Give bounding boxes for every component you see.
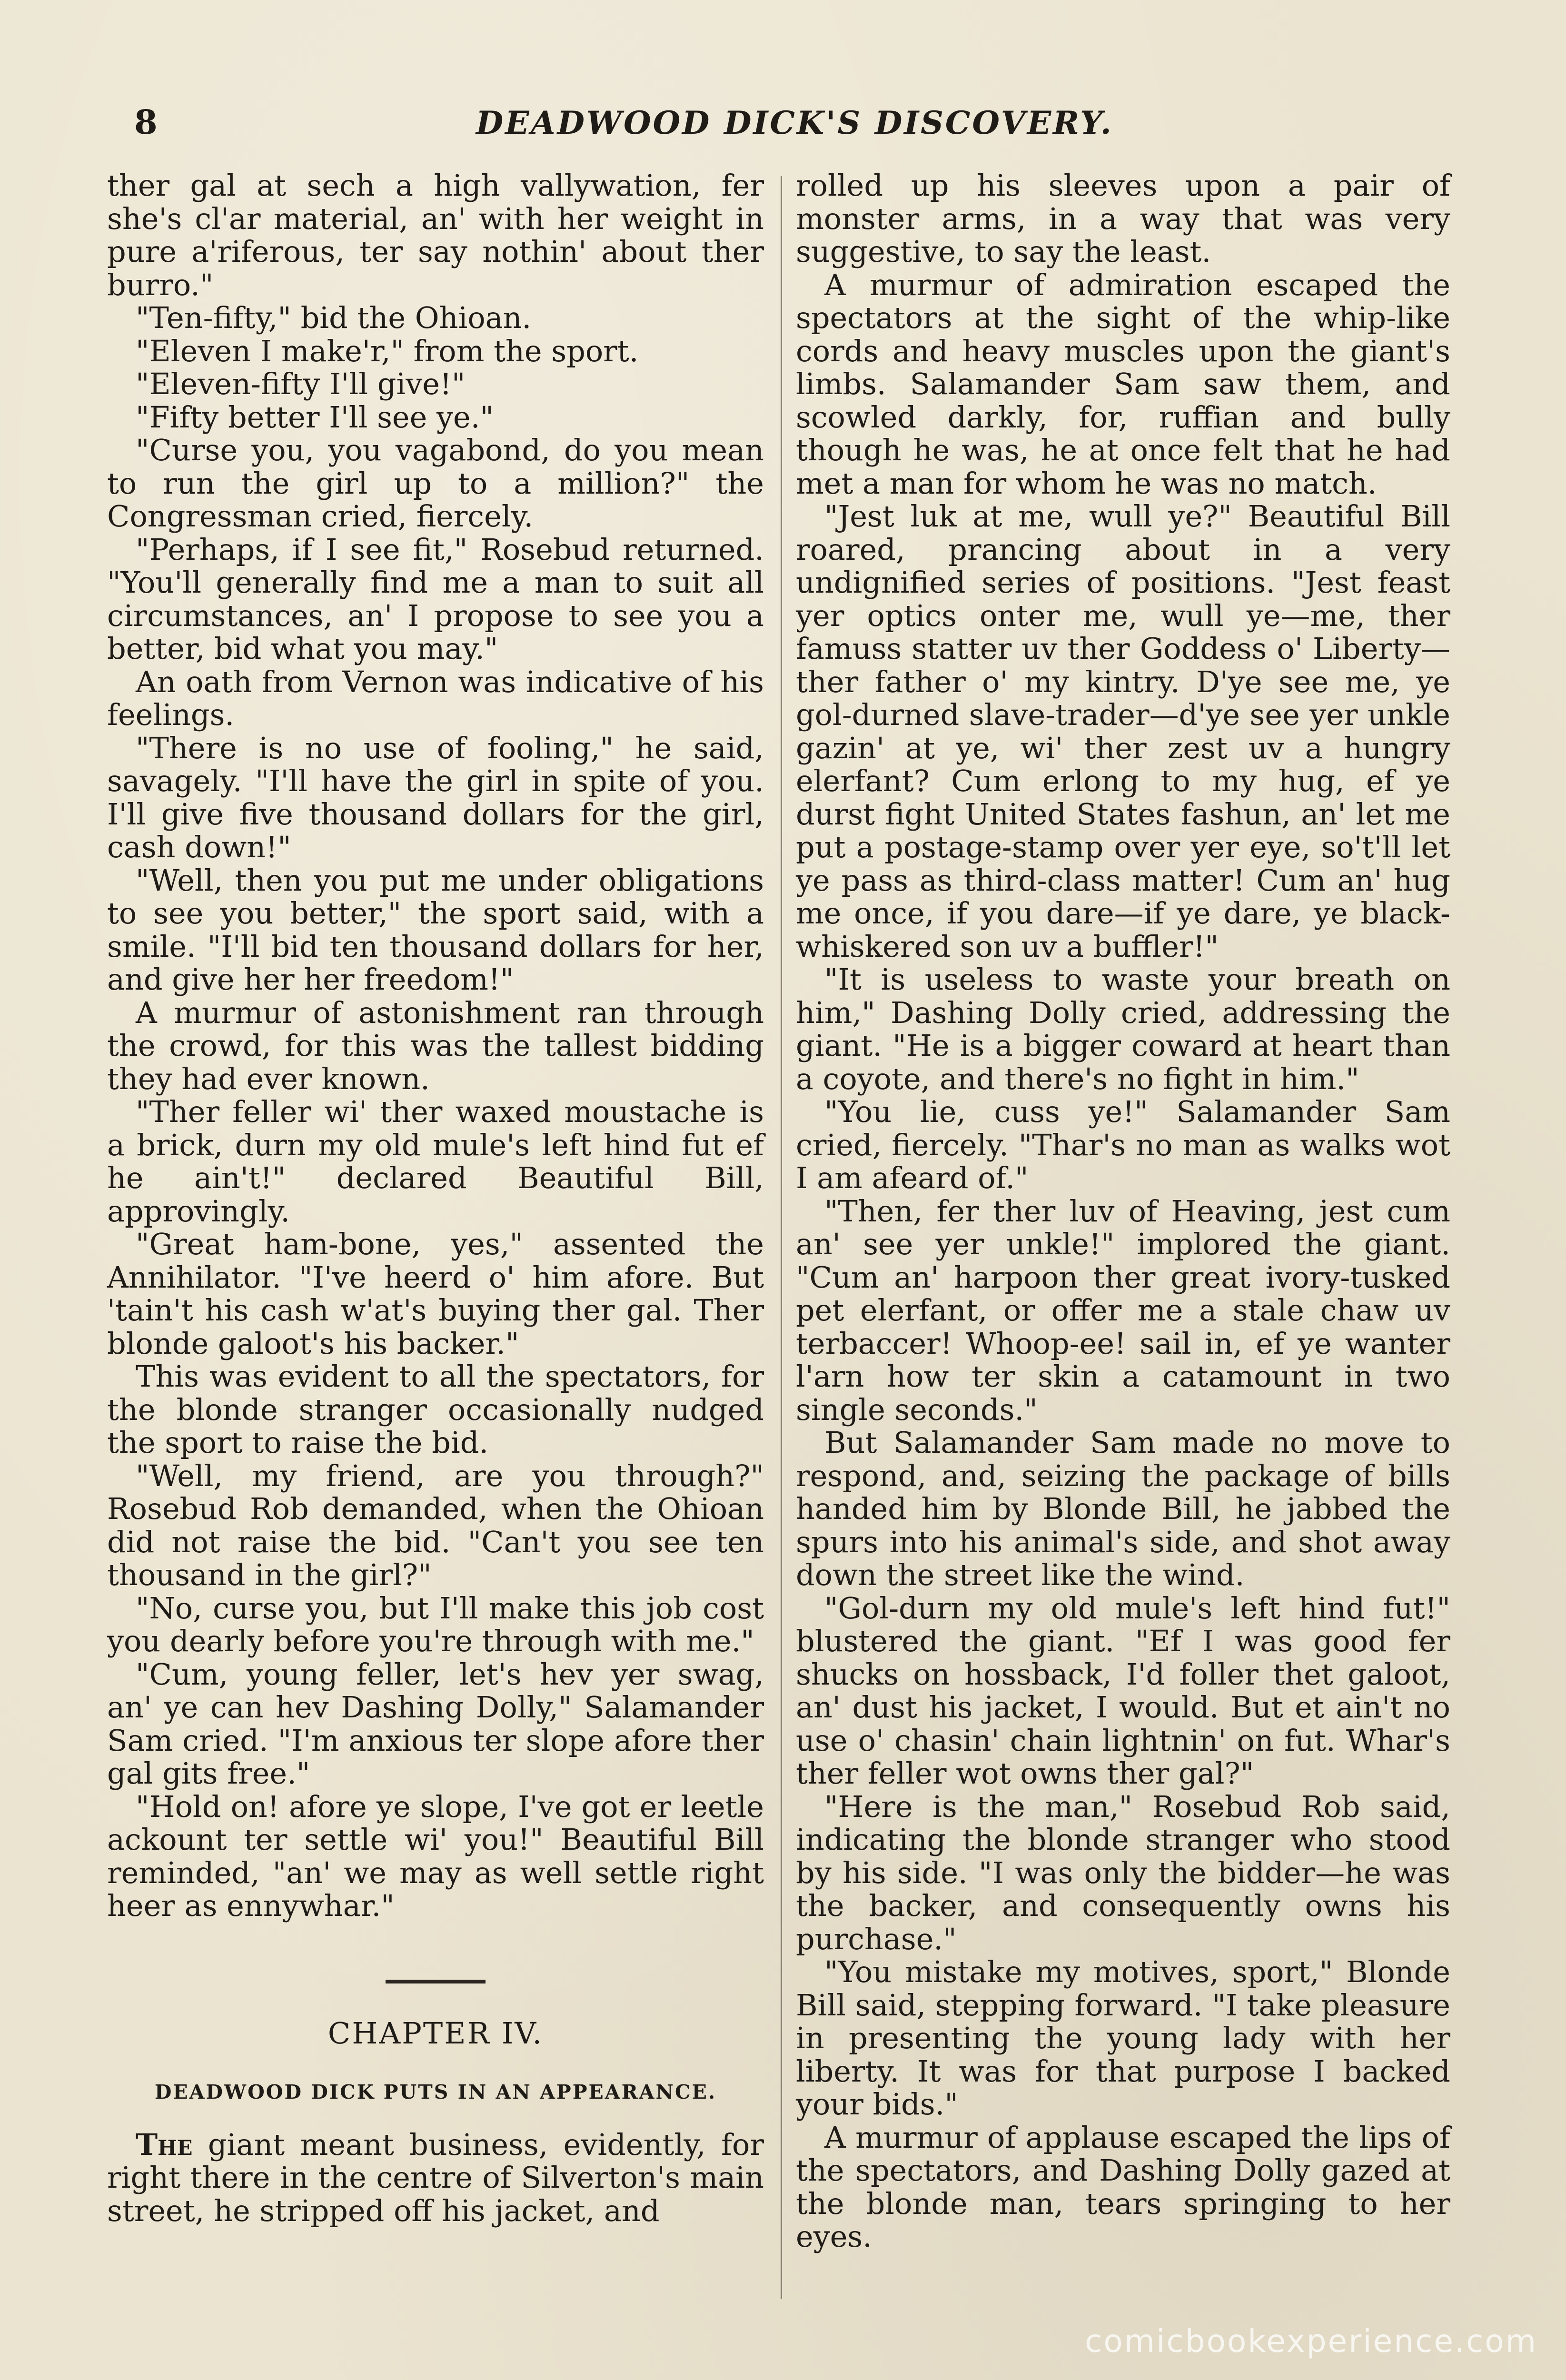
paragraph: "Fifty better I'll see ye." bbox=[136, 399, 494, 435]
paragraph: "Well, my friend, are you through?" Rosebud Rob demanded, when the Ohioan did not raise the bid. "Can't you see ten thousand in the girl?" bbox=[107, 1458, 764, 1592]
paragraph: A murmur of astonishment ran through the crowd, for this was the tallest bidding they had ever known. bbox=[107, 995, 764, 1096]
paragraph: "It is useless to waste your breath on him," Dashing Dolly cried, addressing the giant. "He is a bigger coward at heart than a coyote, and there's no fight in him." bbox=[796, 962, 1450, 1096]
paragraph: "Here is the man," Rosebud Rob said, indicating the blonde stranger who stood by his side. "I was only the bidder—he was the backer, and consequently owns his purchase." bbox=[796, 1789, 1450, 1956]
paragraph: An oath from Vernon was indicative of his feelings. bbox=[107, 664, 764, 732]
watermark: comicbookexperience.com bbox=[1085, 2323, 1537, 2360]
paragraph: "Jest luk at me, wull ye?" Beautiful Bill roared, prancing about in a very undignified series of positions. "Jest feast yer optics onter me, wull ye—me, ther famuss statter uv ther Goddess o' Liberty—ther father o' my kintry. D'ye see me, ye gol-durned slave-trader—d'ye see yer unkle gazin' at ye, wi' ther zest uv a hungry elerfant? Cum erlong to my hug, ef ye durst fight United States fashun, an' let me put a postage-stamp over yer eye, so't'll let ye pass as third-class matter! Cum an' hug me once, if you dare—if ye dare, ye black-whiskered son uv a buffler!" bbox=[796, 499, 1450, 964]
column-divider bbox=[781, 176, 782, 2299]
paragraph: "Then, fer ther luv of Heaving, jest cum an' see yer unkle!" implored the giant. "Cum an' harpoon ther great ivory-tusked pet elerfant, or offer me a stale chaw uv terbaccer! Whoop-ee! sail in, ef ye wanter l'arn how ter skin a catamount in two single seconds." bbox=[796, 1193, 1450, 1427]
chapter-lead-word: The bbox=[136, 2127, 193, 2162]
paragraph: But Salamander Sam made no move to respond, and, seizing the package of bills handed him by Blonde Bill, he jabbed the spurs into his animal's side, and shot away down the street like the wind. bbox=[796, 1425, 1450, 1592]
paragraph: "Ten-fifty," bid the Ohioan. bbox=[136, 300, 532, 335]
paragraph: "Cum, young feller, let's hev yer swag, an' ye can hev Dashing Dolly," Salamander Sam cried. "I'm anxious ter slope afore ther gal gits free." bbox=[107, 1656, 764, 1791]
paragraph bbox=[107, 2128, 764, 2228]
paragraph-text: giant meant business, evidently, for right there in the centre of Silverton's main street, he stripped off his jacket, and bbox=[107, 2127, 764, 2228]
page-number: 8 bbox=[134, 102, 158, 142]
paragraph: "Hold on! afore ye slope, I've got er leetle ackount ter settle wi' you!" Beautiful Bill reminded, "an' we may as well settle right heer as ennywhar." bbox=[107, 1789, 764, 1923]
paragraph: "You lie, cuss ye!" Salamander Sam cried, fiercely. "Thar's no man as walks wot I am afeard of." bbox=[796, 1094, 1450, 1195]
paragraph: "Eleven I make'r," from the sport. bbox=[136, 333, 639, 368]
right-column bbox=[796, 169, 1450, 2253]
chapter-divider-rule bbox=[386, 1980, 486, 1983]
paragraph: "No, curse you, but I'll make this job cost you dearly before you're through with me." bbox=[107, 1590, 764, 1658]
paragraph: "Perhaps, if I see fit," Rosebud returned. "You'll generally find me a man to suit all circumstances, an' I propose to see you a better, bid what you may." bbox=[107, 532, 764, 666]
paragraph: ther gal at sech a high vallywation, fer she's cl'ar material, an' with her weight in pure a'riferous, ter say nothin' about ther burro." bbox=[107, 168, 764, 302]
paragraph: "There is no use of fooling," he said, savagely. "I'll have the girl in spite of you. I'll give five thousand dollars for the girl, cash down!" bbox=[107, 730, 764, 864]
paragraph: This was evident to all the spectators, for the blonde stranger occasionally nudged the sport to raise the bid. bbox=[107, 1359, 764, 1460]
left-column bbox=[107, 169, 764, 2227]
paragraph: "Gol-durn my old mule's left hind fut!" blustered the giant. "Ef I was good fer shucks on hossback, I'd foller thet galoot, an' dust his jacket, I would. But et ain't no use o' chasin' chain lightnin' on fut. Whar's ther feller wot owns ther gal?" bbox=[796, 1590, 1450, 1791]
paragraph: "Curse you, you vagabond, do you mean to run the girl up to a million?" the Congressman cried, fiercely. bbox=[107, 433, 764, 534]
paragraph: "You mistake my motives, sport," Blonde Bill said, stepping forward. "I take pleasure in presenting the young lady with her liberty. It was for that purpose I backed your bids." bbox=[796, 1954, 1450, 2122]
paragraph: "Well, then you put me under obligations to see you better," the sport said, with a smile. "I'll bid ten thousand dollars for her, and give her her freedom!" bbox=[107, 863, 764, 997]
running-head bbox=[0, 102, 1566, 145]
paragraph: rolled up his sleeves upon a pair of monster arms, in a way that was very suggestive, to say the least. bbox=[796, 168, 1450, 269]
chapter-subtitle: DEADWOOD DICK PUTS IN AN APPEARANCE. bbox=[154, 2081, 717, 2103]
running-title: DEADWOOD DICK'S DISCOVERY. bbox=[476, 104, 1113, 141]
paragraph: A murmur of applause escaped the lips of the spectators, and Dashing Dolly gazed at the blonde man, tears springing to her eyes. bbox=[796, 2120, 1450, 2254]
paragraph: "Eleven-fifty I'll give!" bbox=[136, 367, 466, 401]
chapter-title: CHAPTER IV. bbox=[327, 2015, 544, 2051]
paragraph: A murmur of admiration escaped the spectators at the sight of the whip-like cords and heavy muscles upon the giant's limbs. Salamander Sam saw them, and scowled darkly, for, ruffian and bully though he was, he at once felt that he had met a man for whom he was no match. bbox=[796, 267, 1450, 501]
paragraph: "Ther feller wi' ther waxed moustache is a brick, durn my old mule's left hind fut ef he ain't!" declared Beautiful Bill, approvingly. bbox=[107, 1094, 764, 1229]
paragraph: "Great ham-bone, yes," assented the Annihilator. "I've heerd o' him afore. But 'tain't his cash w'at's buying ther gal. Ther blonde galoot's his backer." bbox=[107, 1227, 764, 1361]
